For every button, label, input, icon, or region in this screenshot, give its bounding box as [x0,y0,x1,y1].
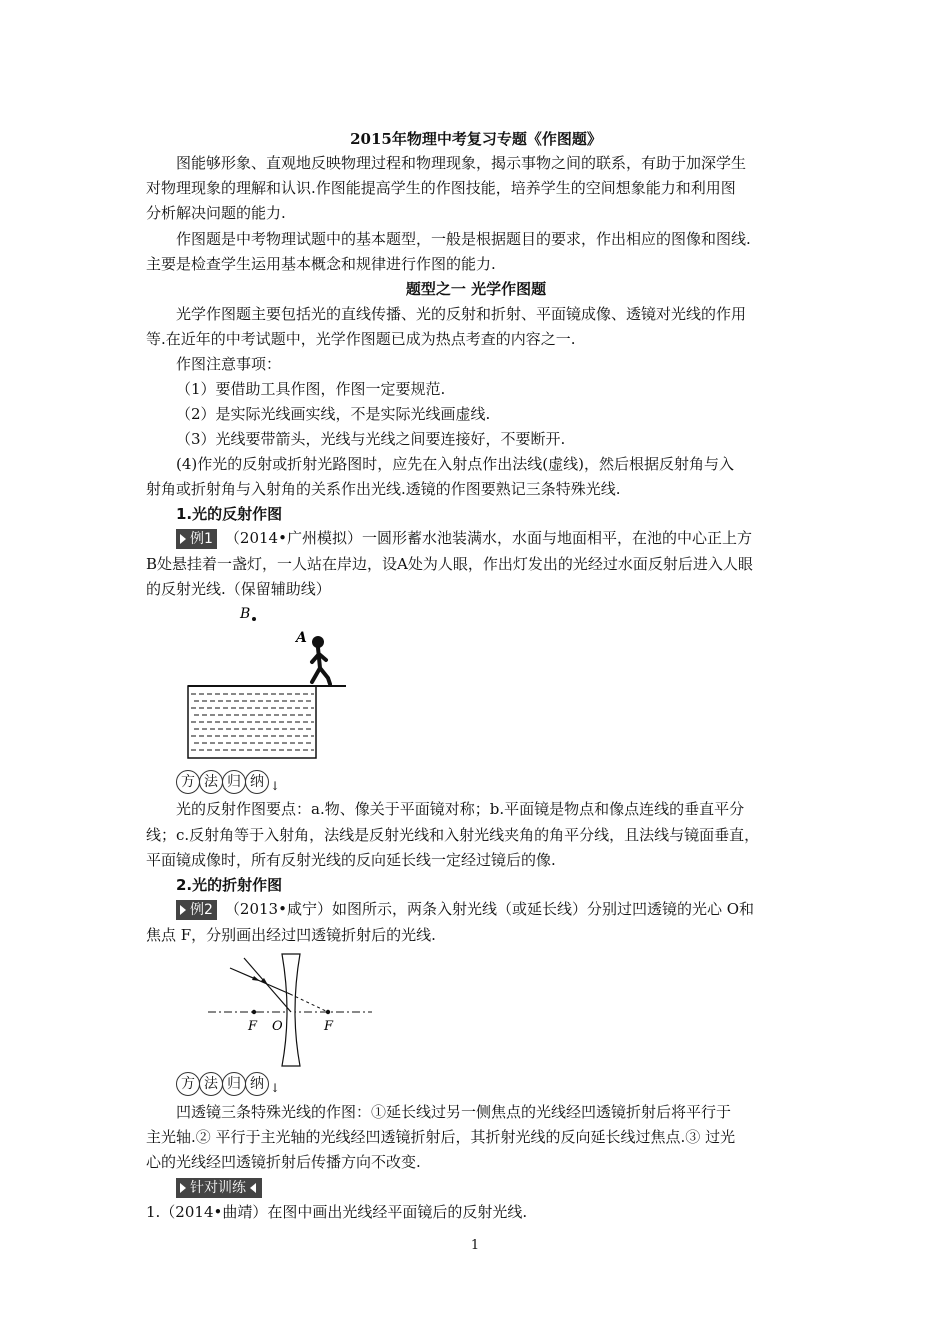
example-1-line: 的反射光线.（保留辅助线） [146,580,331,598]
section-title: 题型之一 光学作图题 [405,280,547,298]
method-char: 方 [176,1072,200,1096]
example-text: （2014•广州模拟）一圆形蓄水池装满水，水面与地面相平，在池的中心正上方 [224,529,752,547]
play-triangle-icon [180,1183,186,1193]
method-summary-badge [176,1072,280,1096]
section-intro-line: 射角或折射角与入射角的关系作出光线.透镜的作图要熟记三条特殊光线. [146,480,621,498]
arrow-down-icon: ↓ [270,1081,281,1095]
exercise-line: 1.（2014•曲靖）在图中画出光线经平面镜后的反射光线. [146,1203,528,1221]
example-tag-label: 例2 [190,902,213,918]
section-intro-line: 光学作图题主要包括光的直线传播、光的反射和折射、平面镜成像、透镜对光线的作用 [176,305,747,323]
method-line: 光的反射作图要点：a.物、像关于平面镜对称；b.平面镜是物点和像点连线的垂直平分 [176,800,745,818]
method-line: 心的光线经凹透镜折射后传播方向不改变. [146,1153,421,1171]
intro-line: 分析解决问题的能力. [146,204,286,222]
training-tag [176,1178,262,1198]
focal-point-right [326,1010,330,1014]
example-tag [176,900,217,920]
section-intro-line: 等.在近年的中考试题中，光学作图题已成为热点考查的内容之一. [146,330,576,348]
section-intro-line: （1）要借助工具作图，作图一定要规范. [176,380,446,398]
document-title: 2015年物理中考复习专题《作图题》 [350,130,602,148]
concave-lens [282,954,300,1066]
concave-lens-figure [206,950,376,1068]
method-char: 归 [222,770,246,794]
method-line: 线；c.反射角等于入射角，法线是反射光线和入射光线夹角的角平分线，且法线与镜面垂直， [146,826,760,844]
method-char: 方 [176,770,200,794]
play-triangle-icon [180,905,186,915]
example-tag [176,529,217,549]
method-char: 法 [199,1072,223,1096]
person-body [312,648,330,684]
method-char: 归 [222,1072,246,1096]
method-line: 平面镜成像时，所有反射光线的反向延长线一定经过镜后的像. [146,851,556,869]
training-tag-label: 针对训练 [190,1180,246,1196]
label-f-right: F [324,1019,334,1034]
lamp-point [252,617,256,621]
play-triangle-icon [180,534,186,544]
example-2-line: 焦点 F，分别画出经过凹透镜折射后的光线. [146,926,436,944]
training-heading [176,1176,806,1198]
example-tag-label: 例1 [190,531,213,547]
water-hatching [191,694,314,750]
example-text: （2013•咸宁）如图所示，两条入射光线（或延长线）分别过凹透镜的光心 O和 [224,900,755,918]
intro-line: 对物理现象的理解和认识.作图能提高学生的作图技能，培养学生的空间想象能力和利用图 [146,179,736,197]
arrow-icon [252,976,260,981]
section-intro-line: （3）光线要带箭头，光线与光线之间要连接好，不要断开. [176,430,566,448]
example-2-line [176,898,806,920]
subsection-heading: 2.光的折射作图 [176,876,283,894]
intro-line: 主要是检查学生运用基本概念和规律进行作图的能力. [146,255,496,273]
focal-point-left [252,1010,256,1014]
label-b: B [240,606,251,622]
intro-line: 图能够形象、直观地反映物理过程和物理现象，揭示事物之间的联系，有助于加深学生 [176,154,747,172]
method-line: 主光轴.② 平行于主光轴的光线经凹透镜折射后，其折射光线的反向延长线过焦点.③ 过光 [146,1128,736,1146]
label-o: O [272,1019,283,1034]
method-summary-badge [176,770,280,794]
method-char: 纳 [245,1072,269,1096]
example-1-line [176,527,806,549]
section-intro-line: (4)作光的反射或折射光路图时，应先在入射点作出法线(虚线)，然后根据反射角与入 [176,455,734,473]
example-1-line: B处悬挂着一盏灯，一人站在岸边，设A处为人眼，作出灯发出的光经过水面反射后进入人眼 [146,555,753,573]
intro-line: 作图题是中考物理试题中的基本题型，一般是根据题目的要求，作出相应的图像和图线. [176,230,751,248]
section-intro-line: （2）是实际光线画实线，不是实际光线画虚线. [176,405,491,423]
left-triangle-icon [250,1183,256,1193]
method-char: 纳 [245,770,269,794]
arrow-down-icon: ↓ [270,779,281,793]
method-char: 法 [199,770,223,794]
label-a: A [296,630,307,646]
pool-figure [180,598,350,764]
page-number: 1 [470,1238,480,1253]
section-intro-line: 作图注意事项： [176,355,282,373]
label-f-left: F [248,1019,258,1034]
method-line: 凹透镜三条特殊光线的作图：①延长线过另一侧焦点的光线经凹透镜折射后将平行于 [176,1103,732,1121]
subsection-heading: 1.光的反射作图 [176,505,283,523]
